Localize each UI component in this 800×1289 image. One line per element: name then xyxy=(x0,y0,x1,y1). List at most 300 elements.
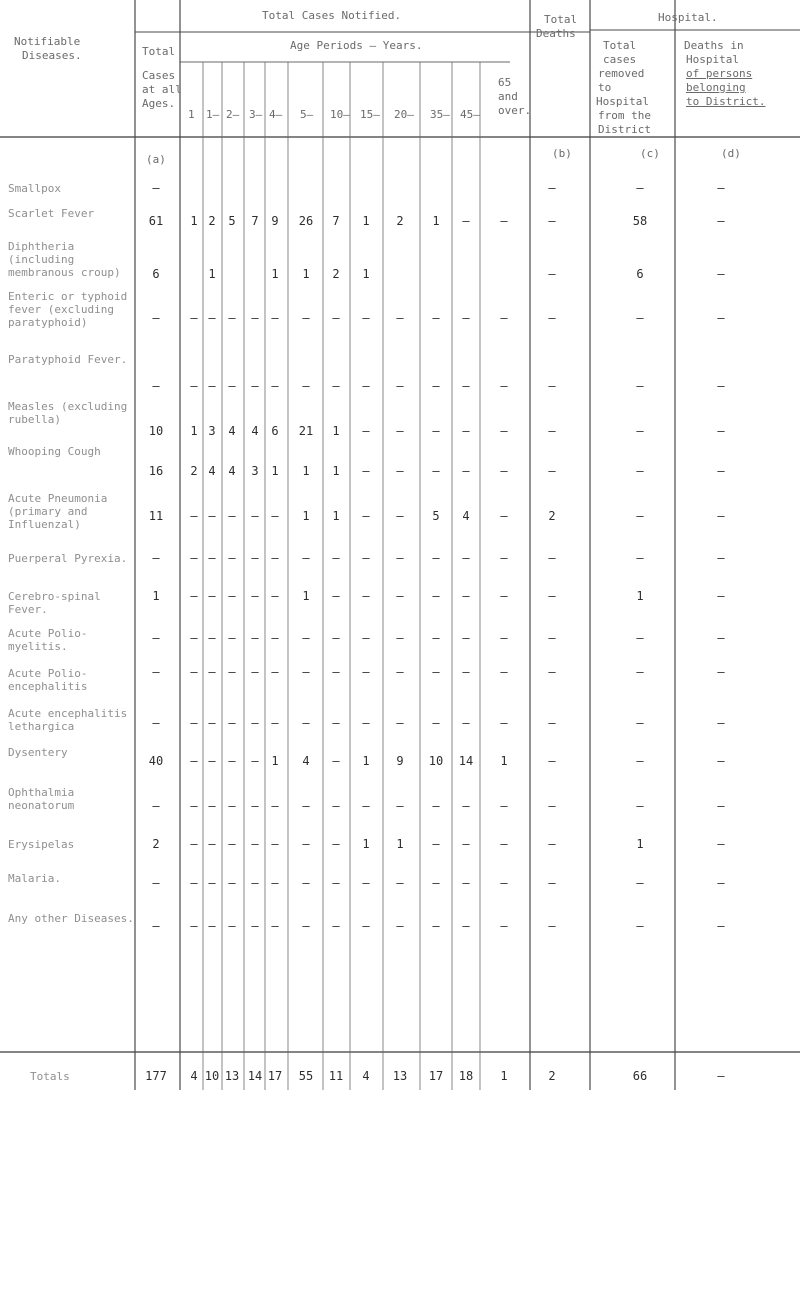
cell-age: – xyxy=(462,379,470,393)
cell-age: – xyxy=(190,837,198,851)
cell-age: – xyxy=(462,919,470,933)
cell-total: – xyxy=(152,379,160,393)
header-total-deaths-1: Total xyxy=(544,13,578,26)
cell-deaths-hospital: – xyxy=(717,837,725,851)
cell-age: – xyxy=(228,551,236,565)
cell-age: – xyxy=(251,799,259,813)
cell-age: – xyxy=(500,799,508,813)
cell-age: – xyxy=(396,589,404,603)
cell-age: – xyxy=(362,464,370,478)
cell-removed: – xyxy=(636,919,644,933)
cell-age: – xyxy=(396,919,404,933)
cell-age: – xyxy=(396,424,404,438)
cell-total: 2 xyxy=(152,837,160,851)
cell-age: 7 xyxy=(332,214,340,228)
cell-age: 26 xyxy=(298,214,314,228)
cell-age: – xyxy=(302,311,310,325)
cell-deaths-hospital: – xyxy=(717,181,725,195)
header-removed-3: removed xyxy=(598,67,645,80)
cell-deaths: – xyxy=(548,876,556,890)
totals-age: 17 xyxy=(267,1069,283,1083)
cell-age: – xyxy=(500,919,508,933)
cell-age: – xyxy=(228,379,236,393)
cell-total: – xyxy=(152,631,160,645)
cell-age: 7 xyxy=(251,214,259,228)
cell-age: – xyxy=(251,754,259,768)
header-deaths-hosp-2: Hospital xyxy=(686,53,739,66)
cell-age: – xyxy=(396,799,404,813)
cell-age: – xyxy=(500,551,508,565)
cell-age: 21 xyxy=(298,424,314,438)
cell-age: – xyxy=(208,631,216,645)
cell-age: 4 xyxy=(251,424,259,438)
cell-age: – xyxy=(462,876,470,890)
cell-age: – xyxy=(432,665,440,679)
header-cases-2: at all xyxy=(142,83,182,96)
cell-deaths-hospital: – xyxy=(717,551,725,565)
col-letter-deaths: (b) xyxy=(552,147,572,160)
cell-age: – xyxy=(251,551,259,565)
cell-age: – xyxy=(462,631,470,645)
totals-age: 4 xyxy=(362,1069,370,1083)
cell-age: – xyxy=(362,631,370,645)
cell-total: 10 xyxy=(148,424,164,438)
cell-deaths: 2 xyxy=(548,509,556,523)
cell-age: – xyxy=(251,837,259,851)
cell-removed: – xyxy=(636,876,644,890)
header-hospital: Hospital. xyxy=(658,11,718,24)
cell-deaths: – xyxy=(548,464,556,478)
cell-deaths: – xyxy=(548,267,556,281)
cell-age: – xyxy=(462,589,470,603)
cell-age: 2 xyxy=(190,464,198,478)
cell-age: – xyxy=(228,631,236,645)
cell-age: – xyxy=(362,799,370,813)
header-total-deaths-2: Deaths xyxy=(536,27,576,40)
totals-age: 13 xyxy=(392,1069,408,1083)
cell-age: – xyxy=(271,551,279,565)
cell-age: 1 xyxy=(190,214,198,228)
cell-age: 1 xyxy=(362,267,370,281)
cell-deaths-hospital: – xyxy=(717,509,725,523)
cell-deaths: – xyxy=(548,551,556,565)
cell-age: – xyxy=(271,589,279,603)
totals-age: 1 xyxy=(500,1069,508,1083)
cell-age: – xyxy=(271,509,279,523)
cell-total: – xyxy=(152,716,160,730)
cell-age: – xyxy=(302,837,310,851)
cell-deaths-hospital: – xyxy=(717,379,725,393)
cell-deaths: – xyxy=(548,837,556,851)
cell-age: – xyxy=(251,311,259,325)
cell-age: – xyxy=(332,665,340,679)
cell-age: – xyxy=(432,311,440,325)
age-col-header: 1– xyxy=(206,108,220,121)
cell-total: – xyxy=(152,876,160,890)
cell-age: – xyxy=(500,589,508,603)
row-label: Puerperal Pyrexia. xyxy=(8,552,128,565)
cell-age: 1 xyxy=(271,754,279,768)
row-label: Dysentery xyxy=(8,746,68,759)
cell-age: – xyxy=(362,589,370,603)
cell-age: – xyxy=(208,551,216,565)
age-col-header: 10– xyxy=(330,108,350,121)
cell-age: – xyxy=(432,716,440,730)
cell-age: – xyxy=(332,837,340,851)
cell-age: 1 xyxy=(302,589,310,603)
cell-age: – xyxy=(396,379,404,393)
cell-age: – xyxy=(208,716,216,730)
cell-deaths-hospital: – xyxy=(717,214,725,228)
cell-age: 1 xyxy=(362,837,370,851)
header-removed-6: from the xyxy=(598,109,651,122)
cell-removed: – xyxy=(636,424,644,438)
cell-age: – xyxy=(271,876,279,890)
cell-age: – xyxy=(362,509,370,523)
cell-age: 2 xyxy=(396,214,404,228)
cell-deaths: – xyxy=(548,799,556,813)
cell-age: – xyxy=(332,631,340,645)
cell-age: – xyxy=(332,919,340,933)
cell-total: – xyxy=(152,665,160,679)
cell-age: – xyxy=(462,214,470,228)
cell-age: – xyxy=(228,799,236,813)
cell-total: 1 xyxy=(152,589,160,603)
cell-age: – xyxy=(500,424,508,438)
cell-removed: – xyxy=(636,509,644,523)
totals-age: 10 xyxy=(204,1069,220,1083)
cell-age: – xyxy=(396,876,404,890)
cell-deaths-hospital: – xyxy=(717,267,725,281)
row-label: Any other Diseases. xyxy=(8,912,134,925)
cell-age: – xyxy=(190,919,198,933)
cell-age: – xyxy=(228,919,236,933)
cell-age: – xyxy=(228,311,236,325)
cell-age: – xyxy=(462,551,470,565)
cell-age: – xyxy=(332,379,340,393)
cell-age: 1 xyxy=(190,424,198,438)
totals-age: 13 xyxy=(224,1069,240,1083)
cell-age: 1 xyxy=(271,267,279,281)
header-deaths-hosp-5: to District. xyxy=(686,95,766,108)
cell-age: – xyxy=(462,424,470,438)
cell-age: – xyxy=(396,464,404,478)
cell-total: 11 xyxy=(148,509,164,523)
cell-age: 1 xyxy=(332,424,340,438)
cell-age: – xyxy=(251,631,259,645)
cell-removed: 6 xyxy=(636,267,644,281)
cell-removed: 1 xyxy=(636,589,644,603)
age-col-header: 45– xyxy=(460,108,480,121)
cell-removed: – xyxy=(636,464,644,478)
header-removed-1: Total xyxy=(603,39,637,52)
cell-age: – xyxy=(432,631,440,645)
cell-age: 14 xyxy=(458,754,474,768)
cell-age: 1 xyxy=(208,267,216,281)
cell-removed: – xyxy=(636,799,644,813)
cell-age: – xyxy=(362,379,370,393)
cell-total: – xyxy=(152,311,160,325)
cell-age: – xyxy=(432,876,440,890)
cell-removed: – xyxy=(636,665,644,679)
header-notifiable-2: Diseases. xyxy=(22,49,82,62)
cell-age: – xyxy=(228,754,236,768)
cell-age: 1 xyxy=(302,267,310,281)
cell-age: – xyxy=(190,799,198,813)
cell-deaths: – xyxy=(548,716,556,730)
header-cases-3: Ages. xyxy=(142,97,176,110)
cell-age: – xyxy=(190,665,198,679)
cell-removed: – xyxy=(636,379,644,393)
cell-age: – xyxy=(228,665,236,679)
cell-age: 2 xyxy=(332,267,340,281)
cell-age: – xyxy=(251,919,259,933)
row-label: Scarlet Fever xyxy=(8,207,95,220)
row-label: Paratyphoid Fever. xyxy=(8,353,128,366)
cell-age: – xyxy=(190,754,198,768)
cell-age: 5 xyxy=(228,214,236,228)
row-label: Erysipelas xyxy=(8,838,75,851)
cell-age: – xyxy=(302,379,310,393)
cell-deaths-hospital: – xyxy=(717,876,725,890)
header-removed-5: Hospital xyxy=(596,95,649,108)
cell-age: – xyxy=(228,589,236,603)
cell-age: – xyxy=(208,837,216,851)
cell-deaths-hospital: – xyxy=(717,311,725,325)
cell-deaths-hospital: – xyxy=(717,754,725,768)
cell-removed: 1 xyxy=(636,837,644,851)
cell-age: – xyxy=(251,876,259,890)
cell-deaths: – xyxy=(548,424,556,438)
cell-age: – xyxy=(396,665,404,679)
cell-age: – xyxy=(190,311,198,325)
cell-deaths-hospital: – xyxy=(717,716,725,730)
cell-age: 1 xyxy=(302,464,310,478)
cell-deaths-hospital: – xyxy=(717,665,725,679)
cell-age: – xyxy=(302,799,310,813)
totals-removed: 66 xyxy=(632,1069,648,1083)
cell-age: – xyxy=(271,379,279,393)
cell-age: – xyxy=(208,509,216,523)
totals-total: 177 xyxy=(145,1069,167,1083)
cell-age: – xyxy=(332,799,340,813)
cell-age: – xyxy=(208,754,216,768)
age-col-header: 2– xyxy=(226,108,240,121)
cell-age: – xyxy=(271,716,279,730)
cell-age: – xyxy=(302,631,310,645)
cell-age: – xyxy=(190,589,198,603)
cell-age: – xyxy=(190,551,198,565)
cell-age: – xyxy=(190,716,198,730)
cell-age: – xyxy=(228,716,236,730)
header-deaths-hosp-1: Deaths in xyxy=(684,39,744,52)
cell-age: – xyxy=(271,919,279,933)
cell-age: – xyxy=(302,919,310,933)
header-deaths-hosp-4: belonging xyxy=(686,81,746,94)
row-label: Diphtheria (including membranous croup) xyxy=(8,240,121,279)
cell-age: 1 xyxy=(332,509,340,523)
row-label: Whooping Cough xyxy=(8,445,101,458)
row-label: Malaria. xyxy=(8,872,61,885)
cell-age: – xyxy=(332,754,340,768)
cell-age: – xyxy=(302,551,310,565)
cell-removed: – xyxy=(636,311,644,325)
cell-age: – xyxy=(190,509,198,523)
cell-deaths-hospital: – xyxy=(717,589,725,603)
cell-age: 1 xyxy=(432,214,440,228)
cell-age: – xyxy=(500,837,508,851)
cell-deaths: – xyxy=(548,214,556,228)
cell-age: 1 xyxy=(271,464,279,478)
header-removed-4: to xyxy=(598,81,612,94)
cell-total: – xyxy=(152,919,160,933)
totals-age: 55 xyxy=(298,1069,314,1083)
totals-age: 18 xyxy=(458,1069,474,1083)
cell-age: – xyxy=(208,589,216,603)
cell-age: – xyxy=(271,311,279,325)
cell-age: – xyxy=(500,631,508,645)
totals-label: Totals xyxy=(30,1070,70,1083)
cell-age: – xyxy=(190,876,198,890)
cell-age: – xyxy=(208,379,216,393)
row-label: Acute Polio-myelitis. xyxy=(8,627,88,653)
col-letter-total: (a) xyxy=(146,153,166,166)
cell-age: – xyxy=(332,589,340,603)
cell-age: – xyxy=(302,716,310,730)
age-col-header: 5– xyxy=(300,108,314,121)
age-col-header: 65 and over. xyxy=(498,76,532,117)
cell-age: – xyxy=(500,509,508,523)
cell-age: – xyxy=(362,876,370,890)
row-label: Cerebro-spinal Fever. xyxy=(8,590,101,616)
cell-age: – xyxy=(462,311,470,325)
cell-age: – xyxy=(500,464,508,478)
age-col-header: 4– xyxy=(269,108,283,121)
cell-age: – xyxy=(228,837,236,851)
cell-age: – xyxy=(462,799,470,813)
cell-age: 4 xyxy=(208,464,216,478)
cell-age: – xyxy=(362,665,370,679)
cell-deaths-hospital: – xyxy=(717,631,725,645)
cell-age: – xyxy=(432,837,440,851)
cell-age: – xyxy=(362,551,370,565)
cell-deaths: – xyxy=(548,589,556,603)
age-col-header: 3– xyxy=(249,108,263,121)
cell-age: 4 xyxy=(228,464,236,478)
cell-age: – xyxy=(332,876,340,890)
cell-age: – xyxy=(332,716,340,730)
cell-age: – xyxy=(208,311,216,325)
col-letter-deaths-hosp: (d) xyxy=(721,147,741,160)
cell-age: – xyxy=(396,551,404,565)
cell-age: 4 xyxy=(302,754,310,768)
cell-age: – xyxy=(396,716,404,730)
row-label: Ophthalmia neonatorum xyxy=(8,786,75,812)
cell-total: 6 xyxy=(152,267,160,281)
cell-deaths-hospital: – xyxy=(717,464,725,478)
cell-age: – xyxy=(432,379,440,393)
cell-age: – xyxy=(462,665,470,679)
cell-age: 3 xyxy=(208,424,216,438)
cell-age: – xyxy=(362,919,370,933)
header-notifiable-1: Notifiable xyxy=(14,35,81,48)
cell-age: – xyxy=(251,665,259,679)
totals-age: 17 xyxy=(428,1069,444,1083)
header-age-periods: Age Periods – Years. xyxy=(290,39,423,52)
row-label: Measles (excluding rubella) xyxy=(8,400,128,426)
cell-age: – xyxy=(396,311,404,325)
cell-deaths-hospital: – xyxy=(717,919,725,933)
cell-deaths-hospital: – xyxy=(717,424,725,438)
cell-age: 4 xyxy=(228,424,236,438)
header-total: Total xyxy=(142,45,176,58)
cell-age: 1 xyxy=(362,214,370,228)
cell-age: 9 xyxy=(396,754,404,768)
totals-age: 4 xyxy=(190,1069,198,1083)
cell-age: 5 xyxy=(432,509,440,523)
header-removed-2: cases xyxy=(603,53,637,66)
cell-age: – xyxy=(396,509,404,523)
cell-deaths-hospital: – xyxy=(717,799,725,813)
row-label: Acute encephalitis lethargica xyxy=(8,707,128,733)
row-label: Acute Pneumonia (primary and Influenzal) xyxy=(8,492,108,531)
totals-age: 11 xyxy=(328,1069,344,1083)
cell-removed: – xyxy=(636,181,644,195)
cell-age: – xyxy=(190,631,198,645)
cell-age: – xyxy=(500,876,508,890)
cell-removed: – xyxy=(636,631,644,645)
cell-age: – xyxy=(362,424,370,438)
cell-age: – xyxy=(432,464,440,478)
row-label: Acute Polio-encephalitis xyxy=(8,667,88,693)
cell-age: – xyxy=(432,919,440,933)
cell-deaths: – xyxy=(548,631,556,645)
cell-deaths: – xyxy=(548,379,556,393)
cell-age: – xyxy=(271,837,279,851)
cell-age: – xyxy=(271,799,279,813)
cell-removed: – xyxy=(636,551,644,565)
cell-removed: – xyxy=(636,754,644,768)
header-removed-7: District xyxy=(598,123,651,136)
cell-age: 1 xyxy=(362,754,370,768)
cell-age: – xyxy=(500,311,508,325)
cell-age: – xyxy=(432,589,440,603)
cell-age: – xyxy=(500,716,508,730)
cell-age: – xyxy=(208,799,216,813)
header-total-cases-notified: Total Cases Notified. xyxy=(262,9,402,22)
cell-age: – xyxy=(462,464,470,478)
cell-age: 3 xyxy=(251,464,259,478)
cell-total: 61 xyxy=(148,214,164,228)
cell-removed: 58 xyxy=(632,214,648,228)
totals-deaths-hospital: – xyxy=(717,1069,725,1083)
cell-age: 1 xyxy=(302,509,310,523)
cell-total: – xyxy=(152,799,160,813)
age-col-header: 20– xyxy=(394,108,414,121)
cell-age: – xyxy=(432,551,440,565)
row-label: Enteric or typhoid fever (excluding paratyphoid) xyxy=(8,290,128,329)
header-cases-1: Cases xyxy=(142,69,176,82)
cell-age: – xyxy=(228,509,236,523)
cell-age: 1 xyxy=(396,837,404,851)
age-col-header: 1 xyxy=(188,108,195,121)
cell-total: – xyxy=(152,551,160,565)
cell-age: – xyxy=(432,424,440,438)
cell-age: – xyxy=(251,589,259,603)
cell-total: 40 xyxy=(148,754,164,768)
cell-age: – xyxy=(190,379,198,393)
cell-age: – xyxy=(271,631,279,645)
